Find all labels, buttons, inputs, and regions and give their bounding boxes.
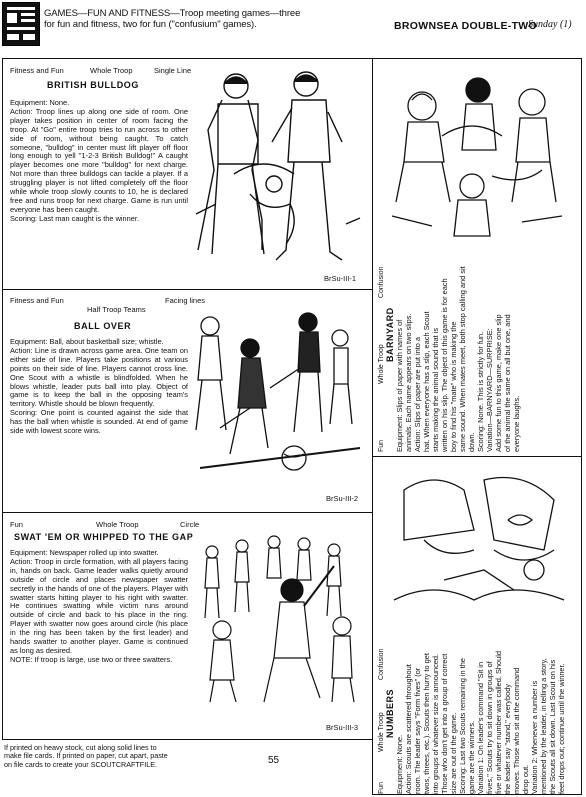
game2-text (10, 338, 188, 436)
game1-formation: Single Line (154, 66, 192, 75)
game3-category: Fun (10, 520, 23, 529)
footer-note-line1: If printed on heavy stock, cut along solid lines to (4, 743, 157, 752)
game3-text (10, 549, 188, 665)
game3-group: Whole Troop (96, 520, 139, 529)
game1-action: Action: Troop lines up along one side of room. One player takes position in center of room facing the troop. At "Go" entire troop tries to run across to other side of room, without being caught. To catch someone, "bulldog" in center must lift player off floor long enough to yell "1-2-3 British Bulldog!" A caught player becomes one more "bulldog" for next charge. Not more than three bulldogs can tackle a player. If a struggling player is not lifted completely off the floor while whole troop slowly counts to 10, he is declared free and runs troop for next charge. Game is run until everyone has been caught. (10, 106, 188, 214)
game1-category: Fitness and Fun (10, 66, 64, 75)
game3-note: NOTE: If troop is large, use two or three swatters. (10, 654, 173, 664)
game2-scoring: Scoring: One point is counted against the side that has the ball when whistle is sounded. At end of game side with lowest score wins. (10, 408, 188, 436)
game5-group: Whole Troop (378, 712, 385, 753)
game5-text-line: five or whatever number was called. Should (494, 651, 503, 794)
game5-text-line: mentioned by the leader, in telling a story, (539, 658, 548, 794)
game3-action: Action: Troop in circle formation, with all players facing in, hands on back. Game leader walks quietly around outside of circle and places newspaper swatter secretly in the hands of one of the players. Player with swatter starts hitting player to his right with swatter. He continues swatting while victim runs around outside of circle and back to his place in the ring. Player with swatter now goes around circle (his place in the ring has been taken by the first leader) and hands swatter to another player. Game is continued as long as desired. (10, 556, 188, 655)
game5-text-line: Variation 1: On leader's command "Sit in (476, 661, 485, 794)
game4-text-line: hat. When everyone has a slip, each Scout (422, 311, 431, 452)
game4-text-line: Scoring: None. This is strictly for fun. (476, 331, 485, 452)
header-title-line2: for fun and fitness, two for fun ("confusium" games). (44, 19, 257, 30)
game1-equipment: Equipment: None. (10, 98, 70, 107)
game5-text-line: twos, threes, etc.). Scouts then hurry to get (422, 653, 431, 794)
game1-group: Whole Troop (90, 66, 133, 75)
game5-text-line: game are the winners. (467, 720, 476, 794)
game5-text-line: feet drops out; continue until the winner. (557, 663, 566, 794)
game5-text-line: Action: Scouts are scattered throughout (404, 664, 413, 794)
game5-text-line: moves. Those who sit at the command (512, 667, 521, 794)
game4-title: BARNYARD (385, 307, 395, 362)
footer-note (4, 744, 168, 769)
game4-text-line: everyone laughs. (512, 395, 521, 452)
game4-formation: Confusion (378, 266, 385, 299)
game3-code: BrSu-III-3 (326, 723, 359, 732)
day-label: Sunday (1) (528, 19, 572, 30)
game5-text-line: Equipment: None. (395, 734, 404, 794)
british-bulldog-illustration (190, 64, 366, 272)
game2-code: BrSu-III-2 (326, 494, 359, 503)
game2-equipment: Equipment: Ball, about basketball size; whistle. (10, 337, 164, 346)
game5-formation: Confusion (378, 648, 385, 681)
swat-em-illustration (192, 530, 366, 706)
program-name: BROWNSEA DOUBLE-TWO (394, 20, 537, 32)
game3-formation: Circle (180, 520, 200, 529)
game4-text-line: Variation—BARNYARD—SURPRISE: (485, 328, 494, 452)
game4-text-line: animals. Each name appears on two slips. (404, 313, 413, 452)
game4-text-line: starts making the animal sound that is (431, 327, 440, 452)
game3-title: SWAT 'EM OR WHIPPED TO THE GAP (14, 532, 194, 542)
page-number: 55 (268, 755, 280, 766)
game5-text-line: the leader say "stand," everybody (503, 683, 512, 794)
numbers-illustration (384, 460, 578, 610)
game5-text-line: Scoring: Last two Scouts remaining in the (458, 658, 467, 794)
game5-text-line: Variation 2: Whenever a number is (530, 680, 539, 794)
header-title (44, 8, 300, 30)
game4-text-line: boy to find his "mate" who is making the (449, 321, 458, 452)
game4-text-line: of the animal the same on all but one, and (503, 314, 512, 452)
game4-text-line: Action: Slips of paper are put into a (413, 336, 422, 452)
game4-text-line: down. (467, 432, 476, 452)
game5-text-line: the Scouts all sit down. Last Scout on his (548, 659, 557, 794)
footer-note-line3: on file cards to create your SCOUTCRAFTFILE. (4, 759, 157, 769)
ball-over-illustration (180, 308, 368, 488)
game4-text-line: written on his slip. The object of this game is for each (440, 278, 449, 452)
game2-title: BALL OVER (74, 321, 132, 331)
game5-text-line: drop out. (521, 764, 530, 794)
game5-title: NUMBERS (385, 688, 395, 738)
game3-equipment: Equipment: Newspaper rolled up into swatter. (10, 548, 159, 557)
game5-text-line: Those who don't get into a group of correct (440, 653, 449, 794)
game5-text-line: fives," Scouts try to sit down in groups of (485, 661, 494, 794)
game1-scoring: Scoring: Last man caught is the winner. (10, 213, 139, 223)
footer-note-line2: make file cards. If printed on paper, cut apart, paste (4, 751, 168, 761)
game2-category: Fitness and Fun (10, 296, 64, 305)
game2-group: Half Troop Teams (87, 305, 146, 314)
header-title-line1: GAMES—FUN AND FITNESS—Troop meeting games—three (44, 8, 301, 19)
barnyard-illustration (382, 66, 578, 246)
game1-text (10, 99, 188, 224)
game5-text-line: size are out of the game. (449, 712, 458, 794)
game1-code: BrSu-III-1 (324, 274, 357, 283)
game4-text-line: Add some fun to this game, make one slip (494, 314, 503, 452)
game5-text-line: room. The leader says "Form fives" (or (413, 667, 422, 794)
game4-block (378, 224, 521, 452)
game1-title: BRITISH BULLDOG (47, 80, 139, 90)
game5-text-line: into groups of whatever size is announced. (431, 653, 440, 794)
game4-categories (378, 224, 385, 452)
scoutcraftfile-logo (2, 2, 40, 46)
game4-group: Whole Troop (378, 344, 385, 385)
game4-text-line: Equipment: Slips of paper with names of (395, 319, 404, 452)
game4-text-line: same sound. When mates meet, both stop calling and sit (458, 266, 467, 452)
game2-formation: Facing lines (165, 296, 206, 305)
game4-category: Fun (378, 439, 385, 452)
game5-category: Fun (378, 781, 385, 794)
game2-action: Action: Line is drawn across game area. One team on either side of line. Players take positions at various points on their side of line. Players cannot cross line. One Scout with a whistle is blindfolded. When he blows whistle, leader puts ball into play. Object of game is to keep the ball in the opposing team's territory. Whistle should be blown frequently. (10, 345, 188, 409)
